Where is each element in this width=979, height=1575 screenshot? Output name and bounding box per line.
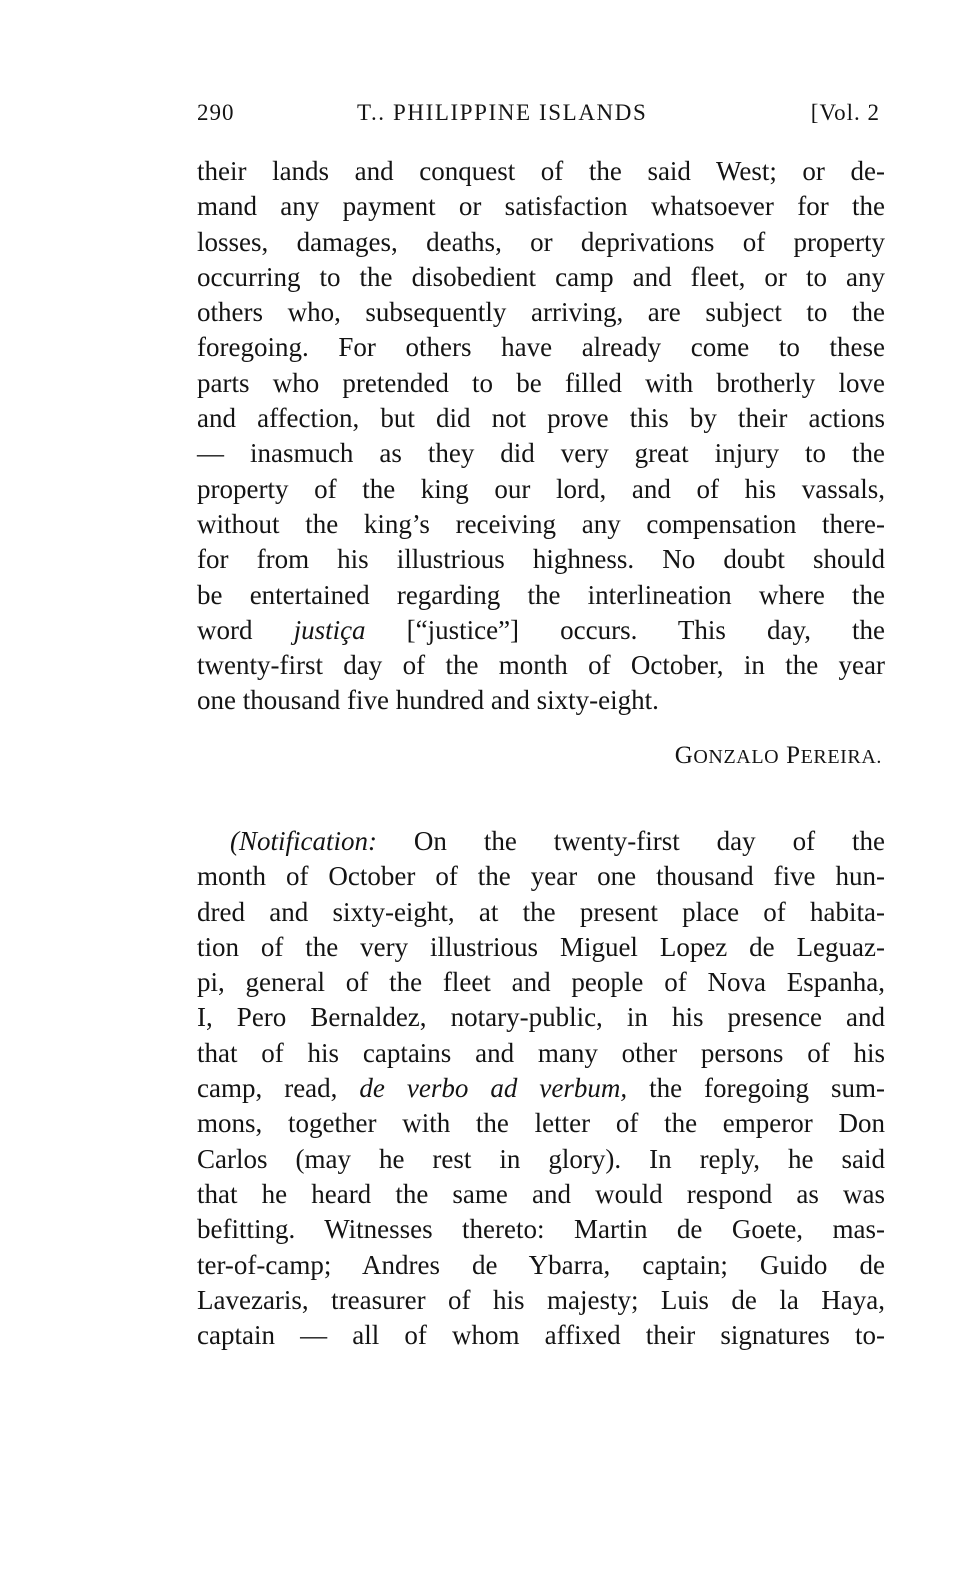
text-line: property of the king our lord, and of his vassals, xyxy=(197,473,885,504)
text-line: — inasmuch as they did very great injury to the xyxy=(197,438,885,469)
italic-term: (Notification: xyxy=(230,826,377,856)
signature-initial: G xyxy=(674,742,694,769)
text-line: losses, damages, deaths, or deprivations of property xyxy=(197,226,885,257)
volume-label: [Vol. 2 xyxy=(810,100,880,125)
text-line: their lands and conquest of the said West; or de- xyxy=(197,156,885,186)
text-line: that of his captains and many other persons of his xyxy=(197,1037,885,1068)
signature-small-caps: ONZALO xyxy=(693,746,780,768)
signature-initial: P xyxy=(786,742,801,769)
text-line: others who, subsequently arriving, are subject to the xyxy=(197,297,885,328)
text-line: parts who pretended to be filled with brotherly love xyxy=(197,367,885,398)
signature-gonzalo-pereira xyxy=(675,742,882,770)
text-line: tion of the very illustrious Miguel Lopez de Leguaz- xyxy=(197,931,885,962)
text-line xyxy=(197,1071,885,1106)
text-segment: [“justice”] occurs. This day, the xyxy=(365,614,885,645)
text-line: ter-of-camp; Andres de Ybarra, captain; Guido de xyxy=(197,1249,885,1280)
page-number: 290 xyxy=(197,100,235,125)
text-line xyxy=(197,824,885,859)
text-line: dred and sixty-eight, at the present place of habita- xyxy=(197,896,885,927)
text-line: pi, general of the fleet and people of Nova Espanha, xyxy=(197,967,885,998)
signature-small-caps: EREIRA. xyxy=(800,746,882,768)
text-line: Lavezaris, treasurer of his majesty; Luis de la Haya, xyxy=(197,1284,885,1315)
text-line: one thousand five hundred and sixty-eight. xyxy=(197,685,659,716)
text-line: that he heard the same and would respond as was xyxy=(197,1178,885,1209)
paragraph-notification xyxy=(197,824,885,1353)
text-line xyxy=(197,613,885,648)
text-segment: camp, read, xyxy=(197,1073,360,1104)
italic-term: justiça xyxy=(293,614,366,645)
text-line: Carlos (may he rest in glory). In reply, he said xyxy=(197,1143,885,1174)
italic-term: de verbo ad verbum, xyxy=(359,1073,628,1104)
text-segment: word xyxy=(197,614,294,645)
paragraph-summons-end xyxy=(197,154,885,719)
text-line: and affection, but did not prove this by their actions xyxy=(197,403,885,434)
text-line: twenty-first day of the month of October, in the year xyxy=(197,650,885,681)
text-line: for from his illustrious highness. No doubt should xyxy=(197,544,885,575)
text-line: be entertained regarding the interlineation where the xyxy=(197,579,885,610)
text-line: without the king’s receiving any compensation there- xyxy=(197,508,885,539)
text-line: I, Pero Bernaldez, notary-public, in his presence and xyxy=(197,1002,885,1033)
text-line: mons, together with the letter of the emperor Don xyxy=(197,1108,885,1139)
text-segment: the foregoing sum- xyxy=(627,1073,886,1104)
text-line: befitting. Witnesses thereto: Martin de Goete, mas- xyxy=(197,1214,885,1245)
book-title: T.. PHILIPPINE ISLANDS xyxy=(357,100,648,125)
text-line: captain — all of whom affixed their signatures to- xyxy=(197,1320,885,1351)
text-line: occurring to the disobedient camp and fleet, or to any xyxy=(197,261,885,292)
text-line: month of October of the year one thousand five hun- xyxy=(197,861,885,892)
text-line: foregoing. For others have already come to these xyxy=(197,332,885,363)
text-segment: On the twenty-first day of the xyxy=(376,826,885,856)
text-line: mand any payment or satisfaction whatsoever for the xyxy=(197,191,885,222)
running-head xyxy=(197,100,880,130)
